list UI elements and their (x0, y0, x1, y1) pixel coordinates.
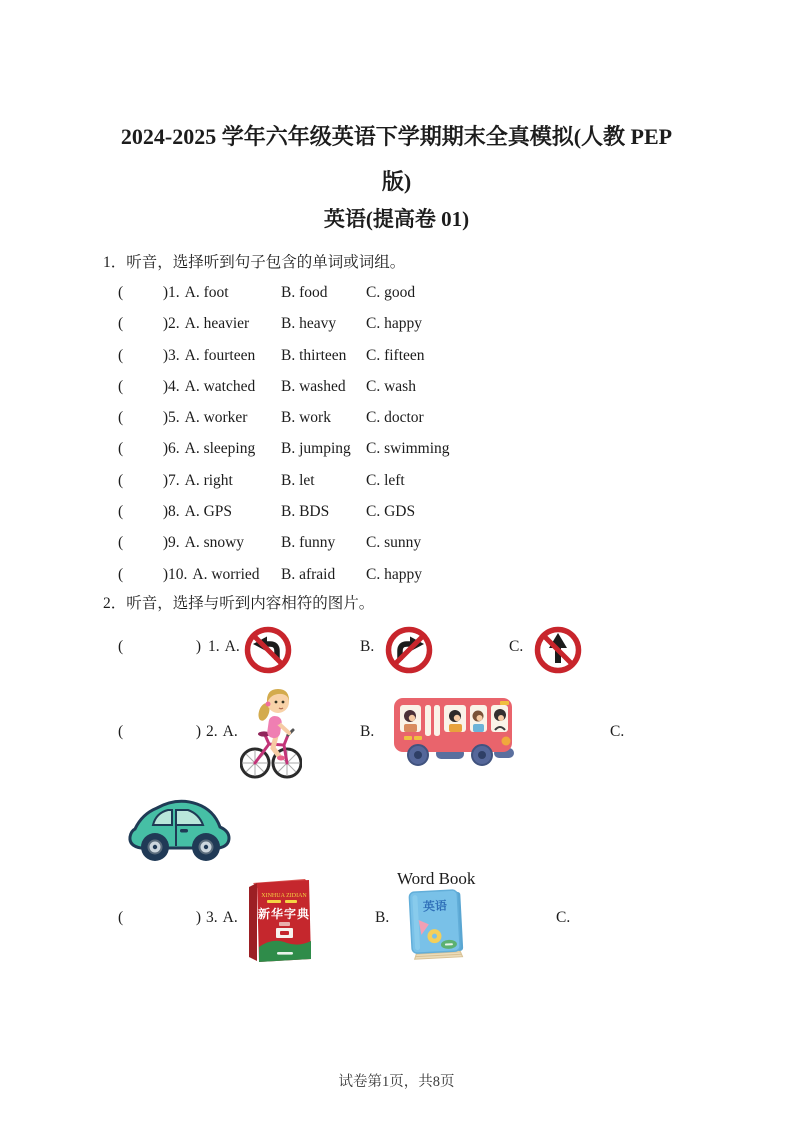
title-line-2: 版) (381, 169, 412, 194)
option-c: C. happy (366, 565, 422, 583)
question-row (0, 277, 793, 308)
picture-question-1 (0, 622, 793, 680)
option-a: A. fourteen (184, 346, 256, 364)
option-c-label: C. (610, 723, 625, 740)
section1-heading: 1．听音，选择听到句子包含的单词或词组。 (103, 254, 406, 271)
no-left-turn-sign-icon (243, 626, 293, 674)
answer-bracket: ( ) (118, 723, 201, 740)
red-bus-icon (392, 692, 520, 770)
option-c-label: C. (509, 638, 524, 655)
question-number: 2. (206, 723, 218, 740)
option-b: B. funny (281, 534, 336, 552)
option-b: B. heavy (281, 315, 337, 333)
option-a: A. foot (184, 284, 229, 301)
option-c: C. swimming (366, 440, 450, 458)
option-a: A. heavier (184, 315, 250, 333)
option-a-label: A. (222, 909, 238, 926)
question-number: 3. (168, 346, 180, 364)
option-c: C. left (366, 471, 405, 489)
option-a: A. right (184, 471, 233, 489)
no-straight-ahead-sign-icon (533, 626, 583, 674)
question-number: 6. (168, 440, 180, 458)
question-number: 1. (208, 638, 220, 655)
page-title (0, 114, 793, 204)
xinhua-dictionary-icon (243, 875, 313, 963)
option-a: A. sleeping (184, 440, 256, 458)
answer-bracket: ( ) (118, 315, 168, 333)
question-number: 4. (168, 377, 180, 395)
answer-bracket: ( ) (118, 503, 168, 521)
option-b: B. jumping (281, 440, 351, 458)
word-book-label: Word Book (397, 869, 476, 888)
option-c: C. doctor (366, 409, 424, 427)
section1-question-list (0, 277, 793, 590)
dictionary-title-text: 新华字典 (257, 907, 311, 921)
option-a: A. watched (184, 377, 256, 395)
option-c: C. sunny (366, 534, 422, 552)
option-b: B. afraid (281, 565, 336, 583)
question-row (0, 402, 793, 433)
page-number-footer: 试卷第1页，共8页 (338, 1074, 455, 1090)
dictionary-latin-text: XINHUA ZIDIAN (261, 893, 307, 899)
option-b: B. thirteen (281, 346, 347, 364)
option-c-label: C. (556, 909, 571, 926)
option-c: C. fifteen (366, 346, 425, 364)
option-a: A. worker (184, 409, 248, 427)
option-b: B. let (281, 471, 315, 489)
question-row (0, 371, 793, 402)
option-a: A. snowy (184, 534, 245, 552)
option-c: C. happy (366, 315, 422, 333)
option-b: B. washed (281, 377, 346, 395)
option-c: C. GDS (366, 503, 416, 521)
option-a-label: A. (224, 638, 240, 655)
option-c: C. wash (366, 377, 416, 395)
option-b: B. BDS (281, 503, 330, 521)
option-b-label: B. (375, 909, 390, 926)
answer-bracket: ( ) (118, 346, 168, 364)
question-number: 7. (168, 471, 180, 489)
question-row (0, 527, 793, 558)
picture-question-3 (0, 865, 793, 977)
teal-car-icon (125, 790, 235, 868)
answer-bracket: ( ) (118, 534, 168, 552)
english-word-book-icon (406, 889, 468, 965)
question-number: 1. (168, 284, 180, 301)
girl-riding-bicycle-icon (240, 684, 302, 782)
answer-bracket: ( ) (118, 409, 168, 427)
answer-bracket: ( ) (118, 909, 201, 926)
option-b-label: B. (360, 723, 375, 740)
answer-bracket: ( ) (118, 565, 168, 583)
english-book-title-text: 英语 (422, 898, 448, 914)
paper-subtitle: 英语(提高卷 01) (323, 207, 470, 231)
answer-bracket: ( ) (118, 377, 168, 395)
question-row (0, 308, 793, 339)
question-row (0, 496, 793, 527)
question-number: 8. (168, 503, 180, 521)
option-b-label: B. (360, 638, 375, 655)
question-number: 3. (206, 909, 218, 926)
answer-bracket: ( ) (118, 638, 201, 655)
answer-bracket: ( ) (118, 471, 168, 489)
picture-question-2 (0, 682, 793, 782)
option-a: A. worried (192, 565, 260, 583)
question-row (0, 559, 793, 590)
option-a: A. GPS (184, 503, 233, 521)
question-number: 10. (168, 565, 188, 583)
answer-bracket: ( ) (118, 440, 168, 458)
title-line-1: 2024-2025 学年六年级英语下学期期末全真模拟(人教 PEP (120, 124, 673, 149)
question-number: 5. (168, 409, 180, 427)
answer-bracket: ( ) (118, 284, 168, 301)
question-row (0, 340, 793, 371)
option-a-label: A. (222, 723, 238, 740)
question-number: 2. (168, 315, 180, 333)
option-b: B. work (281, 409, 331, 427)
question-row (0, 465, 793, 496)
no-right-turn-sign-icon (384, 626, 434, 674)
section2-heading: 2．听音，选择与听到内容相符的图片。 (103, 595, 375, 612)
question-row (0, 433, 793, 464)
question-number: 9. (168, 534, 180, 552)
option-b: B. food (281, 284, 328, 301)
option-c: C. good (366, 284, 416, 301)
